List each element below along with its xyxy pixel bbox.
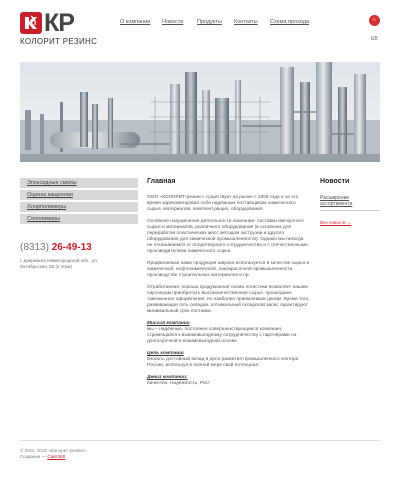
refinery-illustration: [20, 62, 380, 162]
paragraph-activity: Основное направление деятельности компании- поставки импортного сырья и материалов, различного оборудования (в основном для переработки пластических масс методом экструзии и другого оборудования для химической промышленности). Однако мы никогда не отказываемся от плодотворного сотрудничества и с отечественными производителями химического сырья.: [147, 219, 308, 254]
nav-about[interactable]: О компании: [120, 19, 151, 25]
nav-news[interactable]: Новости: [162, 19, 184, 25]
logo-icon: [20, 12, 42, 34]
made-by: [20, 454, 86, 460]
header: [0, 0, 400, 60]
all-news-label: Все новости: [320, 220, 346, 225]
nav-contacts[interactable]: Контакты: [234, 19, 258, 25]
page-title: Главная: [147, 178, 176, 185]
goal-text: вносить достойный вклад в дело развития промышленного сектора России, используя в полной мере свой потенциал.: [147, 357, 299, 368]
made-by-prefix: Создание —: [20, 454, 47, 459]
nav-products[interactable]: Продукты: [197, 19, 222, 25]
footer-divider: [20, 440, 380, 441]
motto-title: Девиз компании:: [147, 375, 188, 380]
sidebar-item-coating[interactable]: Оценка кащенная: [20, 190, 138, 200]
mission-title: Миссия компании: [147, 321, 190, 326]
sidebar: [20, 178, 138, 226]
sidebar-item-epoxy[interactable]: Эпоксидные смолы: [20, 178, 138, 188]
made-by-link[interactable]: Сайт360: [47, 454, 66, 459]
copyright: © 2011, ООО «Колорит резинс»: [20, 448, 87, 453]
language-switch[interactable]: EB: [371, 36, 378, 42]
banner-image: [20, 62, 380, 162]
news-item[interactable]: Расширение ассортимента: [320, 195, 380, 211]
address: г. Дзержинск Нижегородской обл., ул. Октябрьская, 82 (2 этаж): [20, 258, 98, 269]
all-news-link[interactable]: [320, 220, 351, 225]
logo-letters: КР: [44, 9, 74, 37]
home-icon: ⌂: [372, 17, 376, 23]
sidebar-item-chloropolymers[interactable]: Хлорполимеры: [20, 202, 138, 212]
nav-route[interactable]: Схема прохода: [270, 19, 310, 25]
goal-title: Цель компании: [147, 351, 184, 356]
paragraph-logistics: Отработанная, хорошо продуманная схема логистики позволяет нашим партнерам приобретать высококачественное сырье, прошедшее таможенное оформление, по наиболее приемлемым ценам. Кроме того, развивающая сеть складов, оптимальный складской запас гарантируют минимальный срок поставки.: [147, 285, 310, 314]
news-panel: [320, 178, 380, 225]
footer: [20, 448, 86, 460]
mission-text: мы – надёжные, постоянно совершенствующиеся компания, стремящаяся к взаимовыгодному сотрудничеству с партнёрами на долгосрочной и взаимовыгодной основе.: [147, 327, 297, 344]
home-button[interactable]: [369, 15, 380, 26]
main-content: [147, 178, 310, 393]
paragraph-products: Продвигаемая нами продукция широко используется в качестве сырья в химической, нефтехимической, лакокрасочной промышленности, производстве строительных материалов и пр.: [147, 261, 310, 278]
phone: [20, 242, 92, 253]
logo-tagline: КОЛОРИТ РЕЗИНС: [20, 37, 98, 46]
paragraph-intro: ООО «КОЛОРИТ-резинс» существует на рынке с 2005 года и за это время зарекомендовал себя надёжным поставщиком химического сырья, материалов, комплектующих, оборудования.: [147, 195, 299, 212]
motto-text: Качество, Надёжность, Рост: [147, 381, 211, 386]
news-title: Новости: [320, 178, 350, 185]
sidebar-item-copolymers[interactable]: Сополимеры: [20, 214, 138, 224]
phone-code: (8313): [20, 242, 49, 253]
arrow-right-icon: →: [346, 220, 352, 225]
logo[interactable]: [20, 9, 100, 48]
phone-number: 26-49-13: [51, 242, 92, 253]
